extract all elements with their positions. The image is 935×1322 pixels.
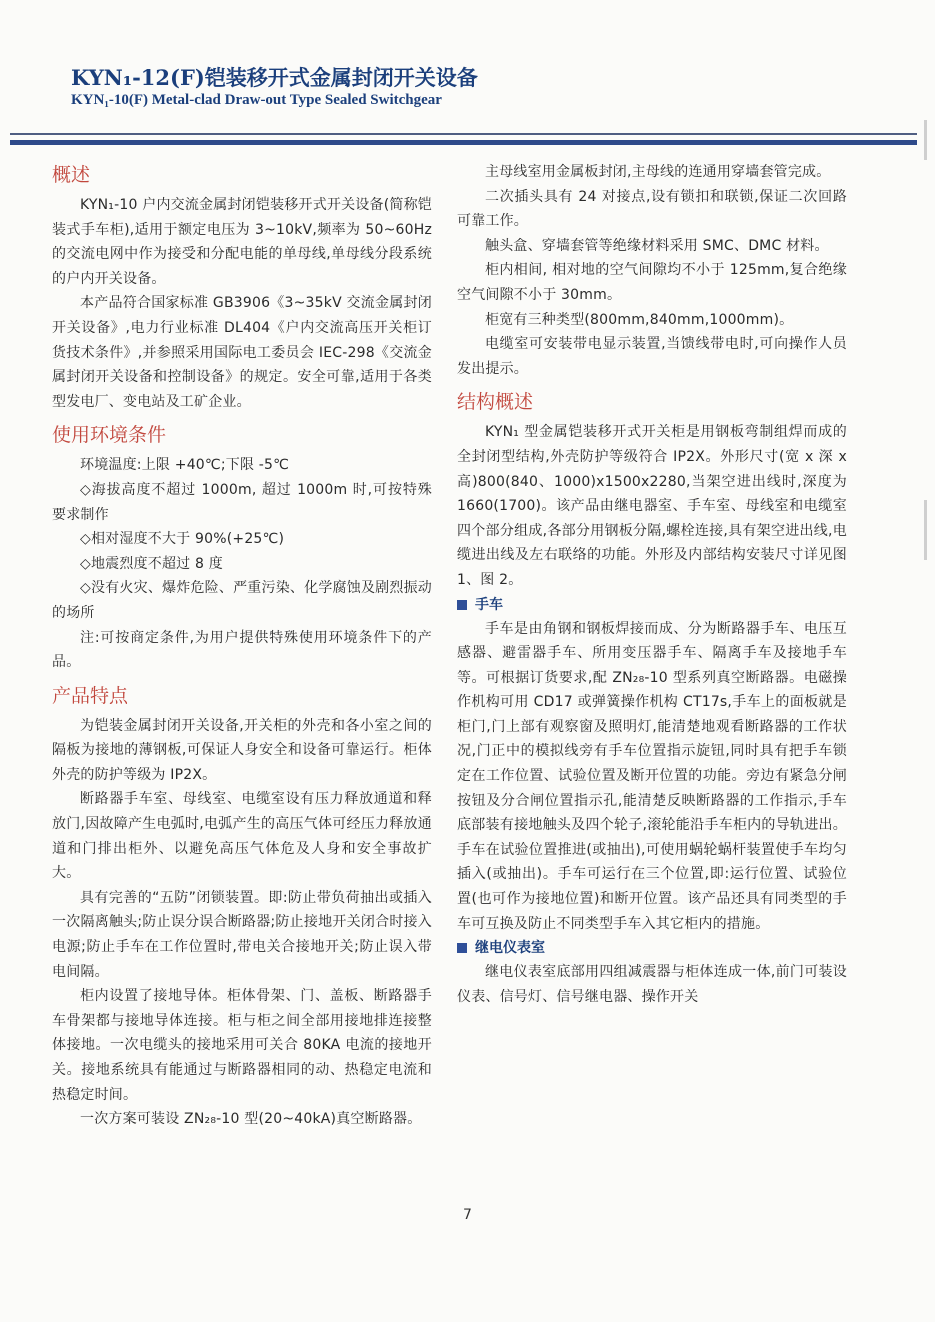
page-edge-mark <box>924 500 927 560</box>
paragraph: 柜内设置了接地导体。柜体骨架、门、盖板、断路器手车骨架都与接地导体连接。柜与柜之间全部用接地排连接整体接地。一次电缆头的接地采用可关合 80KA 电流的接地开关。接地系统具有能通过与断路器相同的动、热稳定电流和热稳定时间。 <box>52 988 432 1103</box>
right-column <box>457 160 847 1009</box>
section-heading-environment: 使用环境条件 <box>52 424 167 447</box>
paragraph: 手车是由角钢和钢板焊接而成、分为断路器手车、电压互感器、避雷器手车、所用变压器手车、隔离手车及接地手车等。可根据订货要求,配 ZN₂₈-10 型系列真空断路器。电磁操作机构可用 CD17 或弹簧操作机构 CT17s,手车上的面板就是柜门,门上部有观察窗及照明灯,能清楚地观看断路器的工作状况,门正中的模拟线旁有手车位置指示旋钮,同时具有把手车锁定在工作位置、试验位置及断开位置的功能。旁边有紧急分闸按钮及分合闸位置指示孔,能清楚反映断路器的工作指示,手车底部装有接地触头及四个轮子,滚轮能沿手车柜内的导轨进出。手车在试验位置推进(或抽出),可使用蜗轮蜗杆装置使手车均匀插入(或抽出)。手车可运行在三个位置,即:运行位置、试验位置(也可作为接地位置)和断开位置。该产品还具有同类型的手车可互换及防止不同类型手车入其它柜内的措施。 <box>457 620 847 932</box>
paragraph: 二次插头具有 24 对接点,设有锁扣和联锁,保证二次回路可靠工作。 <box>457 188 847 230</box>
env-item: 注:可按商定条件,为用户提供特殊使用环境条件下的产品。 <box>52 629 432 671</box>
paragraph: 触头盒、穿墙套管等绝缘材料采用 SMC、DMC 材料。 <box>485 237 829 254</box>
square-bullet-icon <box>457 600 467 610</box>
env-item: ◇相对湿度不大于 90%(+25℃) <box>80 531 285 548</box>
title-en: KYN₁-10(F) Metal-clad Draw-out Type Sealed Switchgear <box>71 92 442 108</box>
header-rule-thick <box>10 140 917 145</box>
paragraph: 具有完善的“五防”闭锁装置。即:防止带负荷抽出或插入一次隔离触头;防止误分误合断路器;防止接地开关闭合时接入电源;防止手车在工作位置时,带电关合接地开关;防止误入带电间隔。 <box>52 889 432 980</box>
page-number: 7 <box>463 1207 472 1223</box>
env-item: ◇没有火灾、爆炸危险、严重污染、化学腐蚀及剧烈振动的场所 <box>52 580 432 621</box>
square-bullet-icon <box>457 943 467 953</box>
page-edge-mark <box>924 120 927 160</box>
paragraph: 断路器手车室、母线室、电缆室设有压力释放通道和释放门,因故障产生电弧时,电弧产生的高压气体可经压力释放通道和门排出柜外、以避免高压气体危及人身和安全事故扩大。 <box>52 791 432 882</box>
paragraph: 为铠装金属封闭开关设备,开关柜的外壳和各小室之间的隔板为接地的薄钢板,可保证人身安全和设备可靠运行。柜体外壳的防护等级为 IP2X。 <box>52 717 432 783</box>
subsection-label: 手车 <box>475 596 503 613</box>
subsection-heading-relay <box>457 936 847 960</box>
section-heading-features: 产品特点 <box>52 684 129 707</box>
section-heading-overview: 概述 <box>52 164 91 186</box>
title-zh: KYN₁-12(F)铠装移开式金属封闭开关设备 <box>71 65 478 90</box>
env-item: 环境温度:上限 +40℃;下限 -5℃ <box>80 457 290 474</box>
subsection-label: 继电仪表室 <box>475 940 545 957</box>
paragraph: 一次方案可装设 ZN₂₈-10 型(20~40kA)真空断路器。 <box>80 1111 422 1128</box>
header-rule-thin <box>10 133 917 135</box>
subsection-heading-handcart <box>457 593 847 617</box>
paragraph: 本产品符合国家标准 GB3906《3~35kV 交流金属封闭开关设备》,电力行业标准 DL404《户内交流高压开关柜订货技术条件》,并参照采用国际电工委员会 IEC-298《交流金属封闭开关设备和控制设备》的规定。安全可靠,适用于各类型发电厂、变电站及工矿企业。 <box>52 295 432 410</box>
env-item: ◇海拔高度不超过 1000m, 超过 1000m 时,可按特殊要求制作 <box>52 481 432 523</box>
paragraph: 柜宽有三种类型(800mm,840mm,1000mm)。 <box>485 311 794 328</box>
paragraph: 继电仪表室底部用四组减震器与柜体连成一体,前门可装设仪表、信号灯、信号继电器、操作开关 <box>457 964 847 1005</box>
paragraph: KYN₁ 型金属铠装移开式开关柜是用钢板弯制组焊而成的全封闭型结构,外壳防护等级符合 IP2X。外形尺寸(宽 x 深 x 高)800(840、1000)x1500x2280,当架空进出线时,深度为 1660(1700)。该产品由继电器室、手车室、母线室和电缆室四个部分组成,各部分用钢板分隔,螺栓连接,具有架空进出线,电缆进出线及左右联络的功能。外形及内部结构安装尺寸详见图 1、图 2。 <box>457 424 847 588</box>
paragraph: 柜内相间, 相对地的空气间隙均不小于 125mm,复合绝缘空气间隙不小于 30mm。 <box>457 262 847 303</box>
paragraph: 电缆室可安装带电显示装置,当馈线带电时,可向操作人员发出提示。 <box>457 336 847 377</box>
paragraph: 主母线室用金属板封闭,主母线的连通用穿墙套管完成。 <box>485 164 831 180</box>
section-heading-structure: 结构概述 <box>457 391 534 414</box>
left-column <box>52 160 432 1132</box>
paragraph: KYN₁-10 户内交流金属封闭铠装移开式开关设备(简称铠装式手车柜),适用于额定电压为 3~10kV,频率为 50~60Hz 的交流电网中作为接受和分配电能的单母线,单母线分段系统的户内开关设备。 <box>52 197 432 287</box>
env-item: ◇地震烈度不超过 8 度 <box>80 555 223 572</box>
